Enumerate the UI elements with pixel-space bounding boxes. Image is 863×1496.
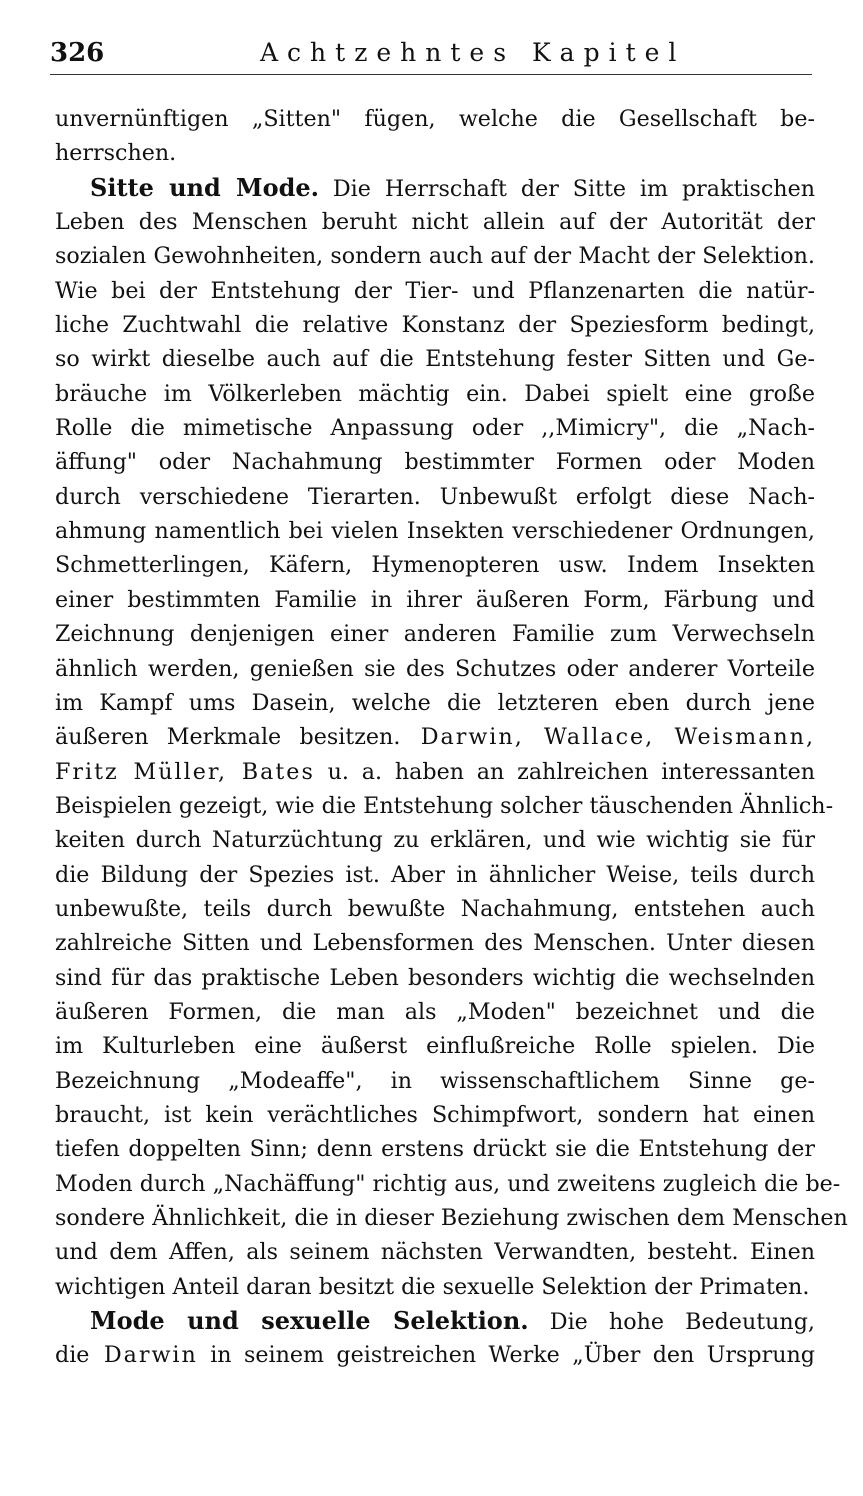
name-spaced: Darwin, Wallace, Weismann, [400, 724, 815, 751]
text-line [55, 1132, 815, 1166]
text-line [55, 686, 815, 720]
text-line [55, 308, 815, 342]
text-line [55, 1167, 841, 1201]
text-line [55, 171, 815, 205]
line-text: unvernünftigen „Sitten" fügen, welche die Gesellschaft be- [55, 106, 815, 132]
text-line [55, 789, 834, 823]
text-line [55, 1201, 848, 1235]
text-line [55, 136, 815, 170]
line-text: wichtigen Anteil daran besitzt die sexuelle Selektion der Primaten. [55, 1273, 810, 1300]
line-text: die Bildung der Spezies ist. Aber in ähnlicher Weise, teils durch [55, 861, 815, 888]
name-spaced: Fritz Müller, Bates [55, 758, 315, 785]
line-text: bräuche im Völkerleben mächtig ein. Dabei spielt eine große [55, 380, 815, 407]
line-text: Die hohe Bedeutung, [528, 1309, 815, 1336]
line-text: ahmung namentlich bei vielen Insekten verschiedener Ordnungen, [55, 518, 815, 545]
text-line [55, 961, 815, 995]
line-text: ähnlich werden, genießen sie des Schutzes oder anderer Vorteile [55, 655, 815, 682]
line-text: herrschen. [55, 140, 177, 167]
line-text: im Kulturleben eine äußerst einflußreiche Rolle spielen. Die [55, 1033, 815, 1060]
text-line [55, 102, 815, 136]
line-text: äußeren Merkmale besitzen. [55, 724, 401, 751]
line-text: u. a. haben an zahlreichen interessanten [314, 758, 815, 785]
text-line [55, 892, 815, 926]
line-text: sondere Ähnlichkeit, die in dieser Beziehung zwischen dem Menschen [55, 1205, 848, 1231]
text-line [55, 445, 815, 479]
text-line [55, 617, 815, 651]
text-line [55, 1029, 815, 1063]
line-text: in seinem geistreichen Werke „Über den Ursprung [197, 1342, 815, 1369]
text-line [55, 755, 815, 789]
line-text: sozialen Gewohnheiten, sondern auch auf der Macht der Selektion. [55, 243, 815, 270]
text-line [55, 480, 815, 514]
line-text: äffung" oder Nachahmung bestimmter Formen oder Moden [55, 449, 815, 476]
text-line [55, 823, 815, 857]
line-text: keiten durch Naturzüchtung zu erklären, und wie wichtig sie für [55, 827, 815, 854]
line-text: so wirkt dieselbe auch auf die Entstehung fester Sitten und Ge- [55, 346, 815, 373]
text-line [55, 548, 815, 582]
line-text: Beispielen gezeigt, wie die Entstehung solcher täuschenden Ähnlich- [55, 792, 834, 819]
line-text: liche Zuchtwahl die relative Konstanz der Speziesform bedingt, [55, 312, 815, 339]
line-text: zahlreiche Sitten und Lebensformen des Menschen. Unter diesen [55, 930, 815, 957]
text-line [55, 995, 815, 1029]
line-text: im Kampf ums Dasein, welche die letzteren eben durch jene [55, 689, 815, 716]
line-text: sind für das praktische Leben besonders wichtig die wechselnden [55, 964, 815, 991]
text-line [55, 720, 815, 754]
line-text: durch verschiedene Tierarten. Unbewußt erfolgt diese Nach- [55, 483, 815, 510]
line-text: unbewußte, teils durch bewußte Nachahmung, entstehen auch [55, 895, 815, 922]
text-line [55, 583, 815, 617]
paragraph-heading: Mode und sexuelle Selektion. [90, 1306, 529, 1336]
line-text: einer bestimmten Familie in ihrer äußeren Form, Färbung und [55, 586, 815, 613]
running-head [50, 34, 812, 75]
text-line [55, 1064, 815, 1098]
body-text [55, 102, 848, 1373]
line-text: die [55, 1342, 90, 1369]
text-line [55, 377, 815, 411]
text-line [55, 1338, 815, 1372]
text-line [55, 926, 815, 960]
line-text: Leben des Menschen beruht nicht allein auf der Autorität der [55, 209, 815, 236]
text-line [55, 342, 815, 376]
line-text: Bezeichnung „Modeaffe", in wissenschaftlichem Sinne ge- [55, 1067, 815, 1094]
text-line [55, 1304, 815, 1338]
name-spaced: Darwin [89, 1342, 198, 1369]
line-text: Moden durch „Nachäffung" richtig aus, und zweitens zugleich die be- [55, 1170, 841, 1197]
text-line [55, 205, 815, 239]
text-line [55, 239, 815, 273]
line-text: tiefen doppelten Sinn; denn erstens drückt sie die Entstehung der [55, 1136, 815, 1163]
text-line [55, 858, 815, 892]
text-line [55, 411, 815, 445]
line-text: Zeichnung denjenigen einer anderen Familie zum Verwechseln [55, 621, 815, 648]
chapter-title: Achtzehntes Kapitel [260, 38, 686, 67]
page-number: 326 [50, 38, 105, 68]
paragraph-heading: Sitte und Mode. [90, 172, 319, 202]
text-line [55, 1235, 815, 1269]
line-text: Die Herrschaft der Sitte im praktischen [318, 175, 815, 202]
line-text: Schmetterlingen, Käfern, Hymenopteren usw. Indem Insekten [55, 552, 815, 579]
line-text: und dem Affen, als seinem nächsten Verwandten, besteht. Einen [55, 1239, 815, 1266]
text-line [55, 652, 815, 686]
line-text: Wie bei der Entstehung der Tier- und Pflanzenarten die natür- [55, 277, 815, 304]
text-line [55, 274, 815, 308]
text-line [55, 514, 815, 548]
line-text: Rolle die mimetische Anpassung oder ,,Mimicry", die „Nach- [55, 415, 815, 442]
line-text: äußeren Formen, die man als „Moden" bezeichnet und die [55, 998, 815, 1025]
text-line [55, 1098, 815, 1132]
text-line [55, 1270, 815, 1304]
line-text: braucht, ist kein verächtliches Schimpfwort, sondern hat einen [55, 1101, 815, 1128]
